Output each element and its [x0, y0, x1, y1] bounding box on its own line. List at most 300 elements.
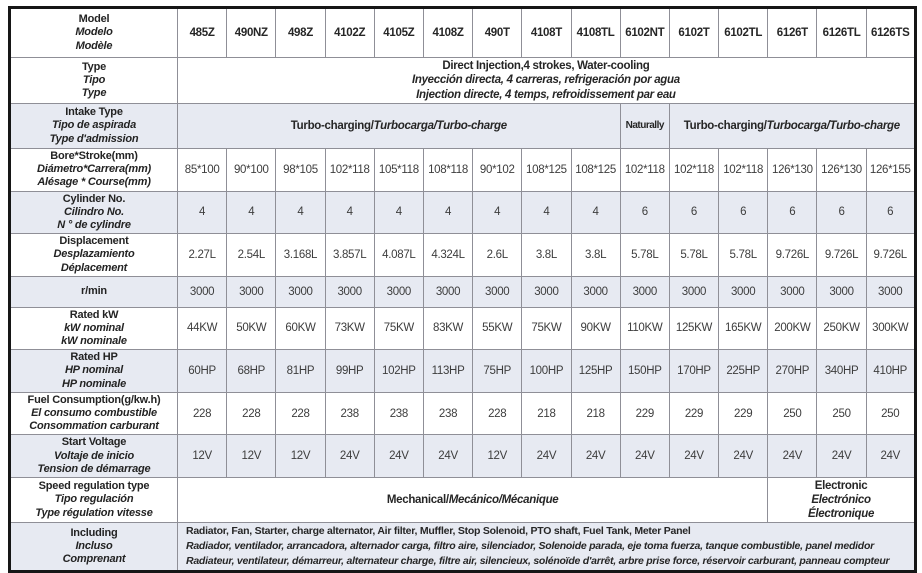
text-line [327, 407, 373, 421]
spec-cell [423, 350, 472, 393]
text-line [769, 248, 815, 262]
text-line [769, 493, 913, 507]
text-segment: 75KW [531, 322, 562, 335]
text-line [573, 163, 619, 177]
text-line [573, 407, 619, 421]
row-displacement [10, 234, 916, 277]
spec-cell [719, 149, 768, 192]
text-line [186, 554, 910, 569]
spec-cell [669, 276, 718, 307]
spec-cell [178, 58, 916, 104]
text-line [12, 193, 176, 206]
text-segment: 24V [831, 450, 852, 463]
text-line [228, 285, 274, 299]
text-segment: 6 [740, 206, 747, 219]
text-segment: 6126TS [870, 26, 910, 39]
text-line [474, 248, 520, 262]
text-line [523, 163, 569, 177]
text-line [425, 449, 471, 463]
text-line [523, 449, 569, 463]
text-line [769, 285, 815, 299]
text-segment: 165KW [725, 322, 762, 335]
text-segment: Modèle [75, 39, 113, 52]
text-segment: 250 [832, 407, 851, 420]
text-line [277, 285, 323, 299]
text-line [622, 449, 668, 463]
text-segment: 12V [192, 450, 212, 463]
text-line [720, 321, 766, 335]
text-line [523, 248, 569, 262]
spec-cell [227, 8, 276, 58]
spec-cell [571, 8, 620, 58]
spec-cell [227, 435, 276, 478]
text-line [523, 407, 569, 421]
spec-cell [768, 8, 817, 58]
spec-cell [473, 8, 522, 58]
text-segment: Électronique [808, 507, 875, 520]
text-line [425, 285, 471, 299]
spec-cell [669, 149, 718, 192]
text-segment: Radiateur, ventilateur, démarreur, alternateur charge, filtre air, silencieux, solénoïde d'arrêt, arbre prise force, réservoir carburant, panneau compteur [186, 554, 890, 567]
text-line [12, 463, 176, 476]
row-cylinder-no [10, 191, 916, 234]
text-line [376, 321, 422, 335]
text-segment: 3000 [681, 285, 707, 298]
text-line [12, 285, 176, 298]
text-line [327, 449, 373, 463]
text-line [277, 407, 323, 421]
spec-cell [178, 276, 227, 307]
text-segment: 3000 [878, 285, 903, 298]
text-line [523, 364, 569, 378]
text-segment: 5.78L [729, 248, 757, 261]
text-line [474, 364, 520, 378]
row-label-start-voltage [10, 435, 178, 478]
text-line [720, 364, 766, 378]
text-segment: Alésage * Course(mm) [37, 176, 151, 189]
text-segment: Déplacement [60, 261, 128, 274]
text-segment: Rated kW [69, 308, 119, 321]
text-line [179, 321, 225, 335]
text-line [12, 507, 176, 520]
text-line [523, 285, 569, 299]
spec-cell [423, 307, 472, 350]
spec-cell [276, 8, 325, 58]
text-line [12, 87, 176, 100]
spec-cell [817, 307, 866, 350]
row-label-rpm [10, 276, 178, 307]
spec-cell [620, 8, 669, 58]
text-segment: 24V [880, 450, 900, 463]
text-line [474, 449, 520, 463]
text-segment: Start Voltage [61, 436, 127, 449]
text-segment: 238 [340, 407, 359, 420]
text-line [186, 539, 910, 554]
text-line [868, 248, 913, 262]
row-including [10, 522, 916, 571]
text-segment: 228 [488, 407, 507, 420]
text-segment: 4 [346, 206, 353, 219]
text-line [573, 364, 619, 378]
text-line [720, 26, 766, 40]
text-line [327, 26, 373, 40]
text-segment: Consommation carburant [29, 420, 159, 433]
text-segment: 229 [734, 407, 753, 420]
text-line [720, 285, 766, 299]
spec-cell [227, 234, 276, 277]
text-segment: kW nominal [64, 321, 124, 334]
text-segment: 24V [438, 450, 458, 463]
spec-cell [620, 392, 669, 435]
text-line [622, 285, 668, 299]
text-line [228, 407, 274, 421]
text-line [818, 205, 864, 219]
text-segment: 200KW [774, 322, 811, 335]
text-line [12, 176, 176, 189]
text-line [376, 205, 422, 219]
text-line [228, 26, 274, 40]
spec-cell [522, 350, 571, 393]
text-line [228, 449, 274, 463]
text-line [474, 26, 520, 40]
text-segment: 3000 [239, 285, 264, 298]
text-segment: Diámetro*Carrera(mm) [37, 163, 151, 176]
spec-cell [276, 307, 325, 350]
text-segment: 498Z [287, 26, 313, 39]
text-segment: Voltaje de inicio [54, 449, 134, 462]
spec-cell [423, 276, 472, 307]
spec-cell [571, 350, 620, 393]
spec-cell [817, 8, 866, 58]
text-segment: 6102T [678, 26, 710, 39]
spec-cell [571, 307, 620, 350]
text-line [573, 205, 619, 219]
spec-cell [325, 8, 374, 58]
text-line [12, 248, 176, 261]
text-segment: 4 [592, 206, 599, 219]
spec-cell [276, 149, 325, 192]
text-line [12, 436, 176, 449]
spec-cell [719, 276, 768, 307]
text-line [818, 248, 864, 262]
spec-cell [866, 149, 915, 192]
text-line [327, 321, 373, 335]
text-segment: Intake Type [65, 106, 123, 119]
text-segment: 4 [543, 206, 550, 219]
text-segment: 6126T [776, 26, 808, 39]
text-line [327, 163, 373, 177]
text-line [474, 321, 520, 335]
engine-spec-table [8, 6, 917, 573]
text-segment: 300KW [872, 322, 909, 335]
text-line [228, 321, 274, 335]
text-segment: 113HP [431, 365, 465, 378]
text-segment: Radiador, ventilador, arrancadora, alternador carga, filtro aire, silenciador, Solenoide parada, eje toma fuerza, tanque combustible, panel medidor [186, 539, 874, 552]
spec-cell [227, 276, 276, 307]
text-segment: 3.8L [585, 248, 607, 261]
spec-cell [374, 307, 423, 350]
row-label-including [10, 522, 178, 571]
text-line [12, 106, 176, 119]
text-line [720, 407, 766, 421]
text-line [769, 507, 913, 521]
text-line [228, 205, 274, 219]
text-line [671, 26, 717, 40]
row-label-rated-kw [10, 307, 178, 350]
spec-cell [473, 350, 522, 393]
text-line [818, 321, 864, 335]
text-line [179, 449, 225, 463]
spec-cell [522, 276, 571, 307]
spec-cell [817, 191, 866, 234]
text-segment: 110KW [627, 322, 663, 335]
text-line [671, 449, 717, 463]
spec-cell [571, 149, 620, 192]
text-line [868, 26, 913, 40]
text-line [573, 321, 619, 335]
spec-cell [620, 435, 669, 478]
text-segment: 81HP [286, 365, 315, 378]
text-line [12, 309, 176, 322]
spec-cell [571, 392, 620, 435]
text-line [12, 133, 176, 146]
row-label-cylinder-no [10, 191, 178, 234]
text-segment: 3000 [337, 285, 362, 298]
text-line [868, 163, 913, 177]
text-line [818, 285, 864, 299]
text-segment: 83KW [432, 322, 464, 335]
text-line [12, 219, 176, 232]
spec-cell [817, 149, 866, 192]
spec-cell [817, 392, 866, 435]
spec-cell [719, 191, 768, 234]
text-segment: 12V [487, 450, 507, 463]
spec-cell [276, 350, 325, 393]
text-segment: Electronic [814, 479, 868, 492]
text-line [818, 449, 864, 463]
text-segment: 90*102 [479, 163, 515, 176]
text-line [769, 26, 815, 40]
text-line [179, 364, 225, 378]
text-segment: Speed regulation type [38, 480, 150, 493]
text-line [277, 26, 323, 40]
spec-cell [620, 104, 669, 149]
row-label-intake-type [10, 104, 178, 149]
text-segment: 4 [248, 206, 255, 219]
text-segment: 24V [733, 450, 753, 463]
text-segment: 2.6L [486, 248, 508, 261]
spec-cell [522, 307, 571, 350]
text-line [12, 450, 176, 463]
spec-cell [866, 307, 915, 350]
text-segment: 24V [782, 450, 803, 463]
text-line [179, 73, 913, 87]
text-line [327, 248, 373, 262]
text-line [376, 26, 422, 40]
row-label-bore-stroke [10, 149, 178, 192]
text-line [720, 449, 766, 463]
text-line [376, 364, 422, 378]
text-segment: Comprenant [62, 552, 126, 565]
text-segment: 4105Z [383, 26, 415, 39]
text-segment: 73KW [334, 322, 365, 335]
text-line [327, 285, 373, 299]
text-line [622, 407, 668, 421]
text-segment: 105*118 [378, 163, 419, 176]
row-model [10, 8, 916, 58]
text-segment: 102*118 [329, 163, 370, 176]
spec-cell [669, 307, 718, 350]
spec-cell [768, 191, 817, 234]
text-segment: Type [81, 87, 107, 100]
text-segment: Rated HP [70, 351, 118, 364]
text-segment: 5.78L [631, 248, 659, 261]
spec-cell [669, 350, 718, 393]
text-segment: 4108Z [432, 26, 464, 39]
text-segment: Tipo regulación [54, 493, 134, 506]
text-segment: 3000 [632, 285, 657, 298]
row-label-speed-regulation [10, 477, 178, 522]
spec-cell [768, 149, 817, 192]
text-segment: Model [78, 13, 110, 26]
text-segment: HP nominale [61, 377, 126, 390]
text-segment: 90KW [580, 322, 611, 335]
text-segment: Naturally [625, 119, 664, 131]
text-line [12, 61, 176, 74]
text-segment: 55KW [482, 322, 513, 335]
row-label-type [10, 58, 178, 104]
spec-cell [620, 276, 669, 307]
text-line [573, 26, 619, 40]
text-line [179, 163, 225, 177]
spec-cell [374, 276, 423, 307]
text-segment: 228 [192, 407, 212, 420]
spec-cell [374, 350, 423, 393]
text-segment: 126*130 [771, 163, 813, 176]
spec-cell [866, 276, 915, 307]
text-segment: 6102NT [625, 26, 665, 39]
text-segment: 108*125 [526, 163, 567, 176]
spec-cell [719, 435, 768, 478]
row-rated-hp [10, 350, 916, 393]
row-rpm [10, 276, 916, 307]
text-segment: 125KW [675, 322, 713, 335]
text-segment: 5.78L [680, 248, 708, 261]
text-segment: Tipo de aspirada [51, 119, 136, 132]
text-segment: 4 [199, 206, 206, 219]
text-line [818, 26, 864, 40]
text-segment: 6 [641, 206, 648, 219]
text-line [12, 26, 176, 39]
text-segment: 2.27L [188, 248, 216, 261]
spec-cell [768, 276, 817, 307]
text-line [474, 285, 520, 299]
spec-cell [768, 477, 916, 522]
text-segment: 24V [339, 450, 360, 463]
spec-cell [669, 191, 718, 234]
spec-cell [178, 307, 227, 350]
text-line [12, 493, 176, 506]
text-line [769, 321, 815, 335]
text-line [179, 285, 225, 299]
spec-cell [227, 191, 276, 234]
spec-cell [571, 435, 620, 478]
spec-cell [374, 392, 423, 435]
text-line [868, 285, 913, 299]
text-segment: 12V [241, 450, 262, 463]
spec-cell [522, 149, 571, 192]
spec-cell [522, 191, 571, 234]
text-line [376, 285, 422, 299]
text-segment: Cylinder No. [62, 192, 126, 205]
row-speed-regulation [10, 477, 916, 522]
spec-cell [620, 191, 669, 234]
text-line [186, 524, 910, 539]
text-segment: 4108TL [576, 26, 615, 39]
text-segment: Radiator, Fan, Starter, charge alternator, Air filter, Muffler, Stop Solenoid, PTO shaft, Fuel Tank, Meter Panel [186, 524, 691, 537]
text-line [179, 119, 619, 133]
text-segment: 102*118 [624, 163, 665, 176]
spec-cell [423, 8, 472, 58]
text-segment: 75KW [383, 322, 414, 335]
spec-cell [178, 350, 227, 393]
text-segment: 218 [586, 407, 605, 420]
text-line [671, 248, 717, 262]
spec-cell [227, 392, 276, 435]
text-line [179, 59, 913, 73]
text-segment: 100HP [529, 365, 564, 378]
spec-cell [178, 191, 227, 234]
spec-cell [571, 234, 620, 277]
row-label-rated-hp [10, 350, 178, 393]
text-line [622, 26, 668, 40]
row-type [10, 58, 916, 104]
row-bore-stroke [10, 149, 916, 192]
spec-cell [669, 234, 718, 277]
text-line [868, 449, 913, 463]
spec-cell [178, 8, 227, 58]
spec-cell [571, 191, 620, 234]
spec-cell [571, 276, 620, 307]
spec-cell [227, 149, 276, 192]
text-line [425, 407, 471, 421]
spec-cell [866, 191, 915, 234]
spec-cell [473, 149, 522, 192]
text-segment: 270HP [775, 365, 810, 378]
text-line [425, 364, 471, 378]
text-segment: 3000 [386, 285, 412, 298]
spec-cell [473, 234, 522, 277]
text-segment: 126*130 [821, 163, 862, 176]
spec-cell [178, 435, 227, 478]
text-segment: 238 [389, 407, 408, 420]
text-segment: 225HP [726, 365, 760, 378]
spec-cell [374, 149, 423, 192]
text-line [573, 248, 619, 262]
spec-cell [620, 307, 669, 350]
text-line [12, 13, 176, 26]
text-line [376, 163, 422, 177]
spec-cell [276, 392, 325, 435]
text-segment: 3.857L [332, 248, 367, 261]
spec-cell [817, 234, 866, 277]
text-line [327, 205, 373, 219]
text-segment: 24V [585, 450, 606, 463]
spec-cell [620, 350, 669, 393]
text-line [523, 205, 569, 219]
text-line [12, 262, 176, 275]
row-label-model [10, 8, 178, 58]
